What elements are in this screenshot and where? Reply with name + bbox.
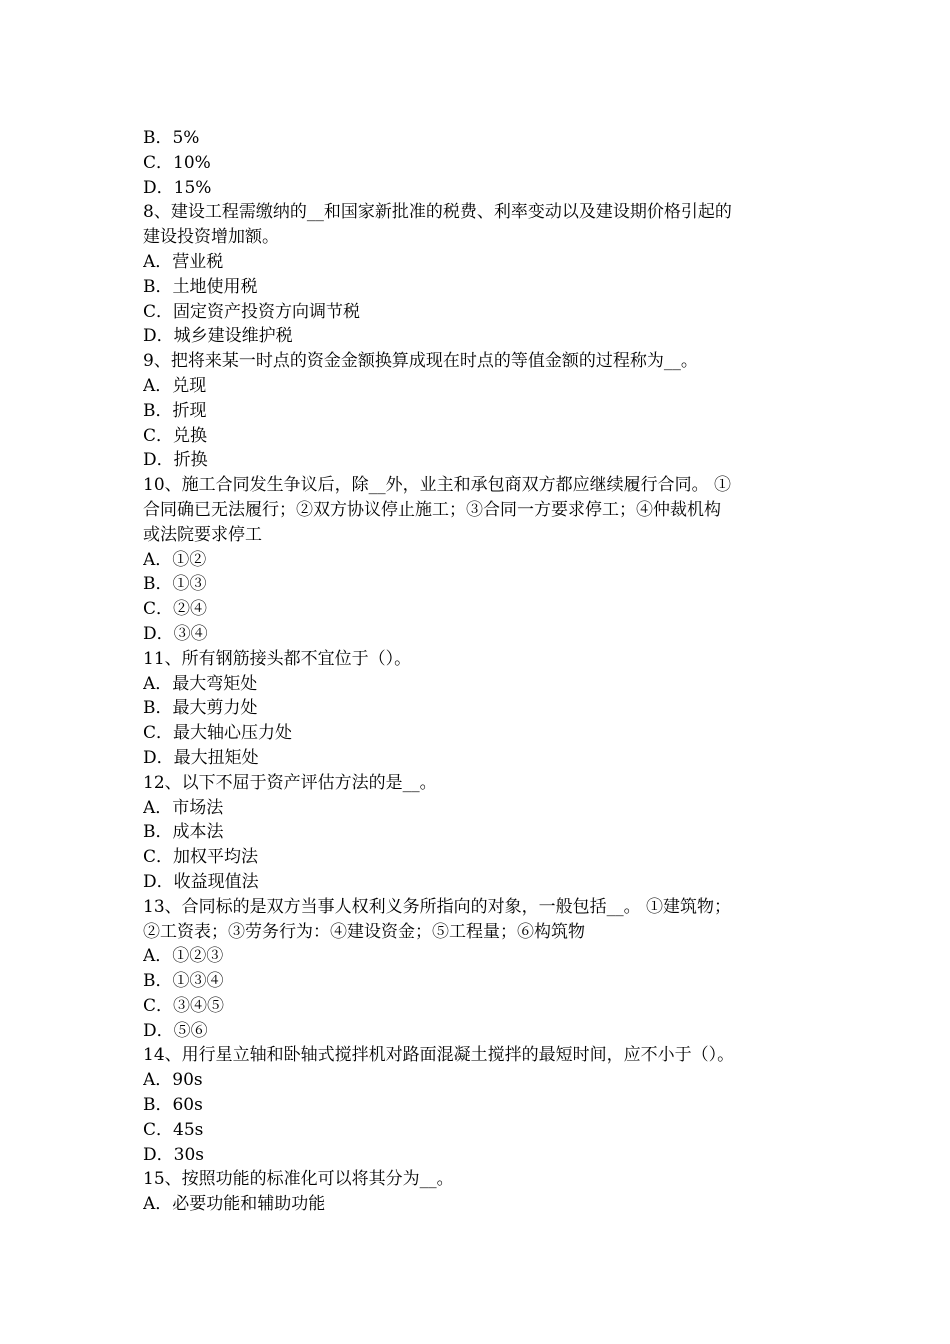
option-line: A．①②③ <box>143 946 224 967</box>
option-line: A．最大弯矩处 <box>143 673 258 694</box>
option-line: A．90s <box>143 1070 203 1091</box>
option-line: D．30s <box>143 1144 204 1165</box>
option-line: B．5% <box>143 128 200 148</box>
question-line: 14、用行星立轴和卧轴式搅拌机对路面混凝土搅拌的最短时间，应不小于（）。 <box>143 1045 735 1066</box>
option-line: A．兑现 <box>143 375 207 396</box>
option-line: B．①③ <box>143 574 207 595</box>
option-line: B．60s <box>143 1095 203 1116</box>
option-line: B．折现 <box>143 400 207 421</box>
option-line: C．加权平均法 <box>143 847 259 868</box>
question-line: 13、合同标的是双方当事人权利义务所指向的对象，一般包括__。 ①建筑物； <box>143 896 732 917</box>
option-line: D．③④ <box>143 623 208 644</box>
option-line: D．折换 <box>143 450 208 471</box>
option-line: C．②④ <box>143 599 208 620</box>
option-line: A．市场法 <box>143 797 224 818</box>
question-line: 合同确已无法履行；②双方协议停止施工；③合同一方要求停工；④仲裁机构 <box>143 499 721 520</box>
question-line: 9、把将来某一时点的资金金额换算成现在时点的等值金额的过程称为__。 <box>143 351 698 372</box>
option-line: C．45s <box>143 1119 204 1140</box>
option-line: C．兑换 <box>143 425 208 446</box>
option-line: B．成本法 <box>143 822 224 843</box>
question-line: 8、建设工程需缴纳的__和国家新批准的税费、利率变动以及建设期价格引起的 <box>143 202 732 223</box>
question-line: 建设投资增加额。 <box>143 227 279 248</box>
option-line: C．最大轴心压力处 <box>143 723 293 744</box>
option-line: D．15% <box>143 177 212 198</box>
option-line: D．⑤⑥ <box>143 1020 208 1041</box>
option-line: D．收益现值法 <box>143 871 259 892</box>
question-line: 11、所有钢筋接头都不宜位于（）。 <box>143 648 412 669</box>
option-line: A．营业税 <box>143 251 224 272</box>
option-line: B．①③④ <box>143 971 224 992</box>
option-line: C．③④⑤ <box>143 995 225 1016</box>
question-line: 12、以下不屈于资产评估方法的是__。 <box>143 772 437 793</box>
option-line: D．最大扭矩处 <box>143 747 259 768</box>
document-page <box>143 126 823 1217</box>
option-line: C．10% <box>143 152 211 173</box>
option-line: C．固定资产投资方向调节税 <box>143 301 361 322</box>
question-line: 10、施工合同发生争议后，除__外，业主和承包商双方都应继续履行合同。 ① <box>143 475 732 496</box>
option-line: A．①② <box>143 549 207 570</box>
option-line: B．土地使用税 <box>143 276 258 297</box>
option-line: B．最大剪力处 <box>143 698 258 719</box>
option-line: A．必要功能和辅助功能 <box>143 1194 326 1215</box>
question-line: 或法院要求停工 <box>143 524 262 545</box>
question-line: 15、按照功能的标准化可以将其分为__。 <box>143 1169 454 1190</box>
option-line: D．城乡建设维护税 <box>143 326 293 347</box>
question-line: ②工资表；③劳务行为：④建设资金；⑤工程量；⑥构筑物 <box>143 921 585 942</box>
